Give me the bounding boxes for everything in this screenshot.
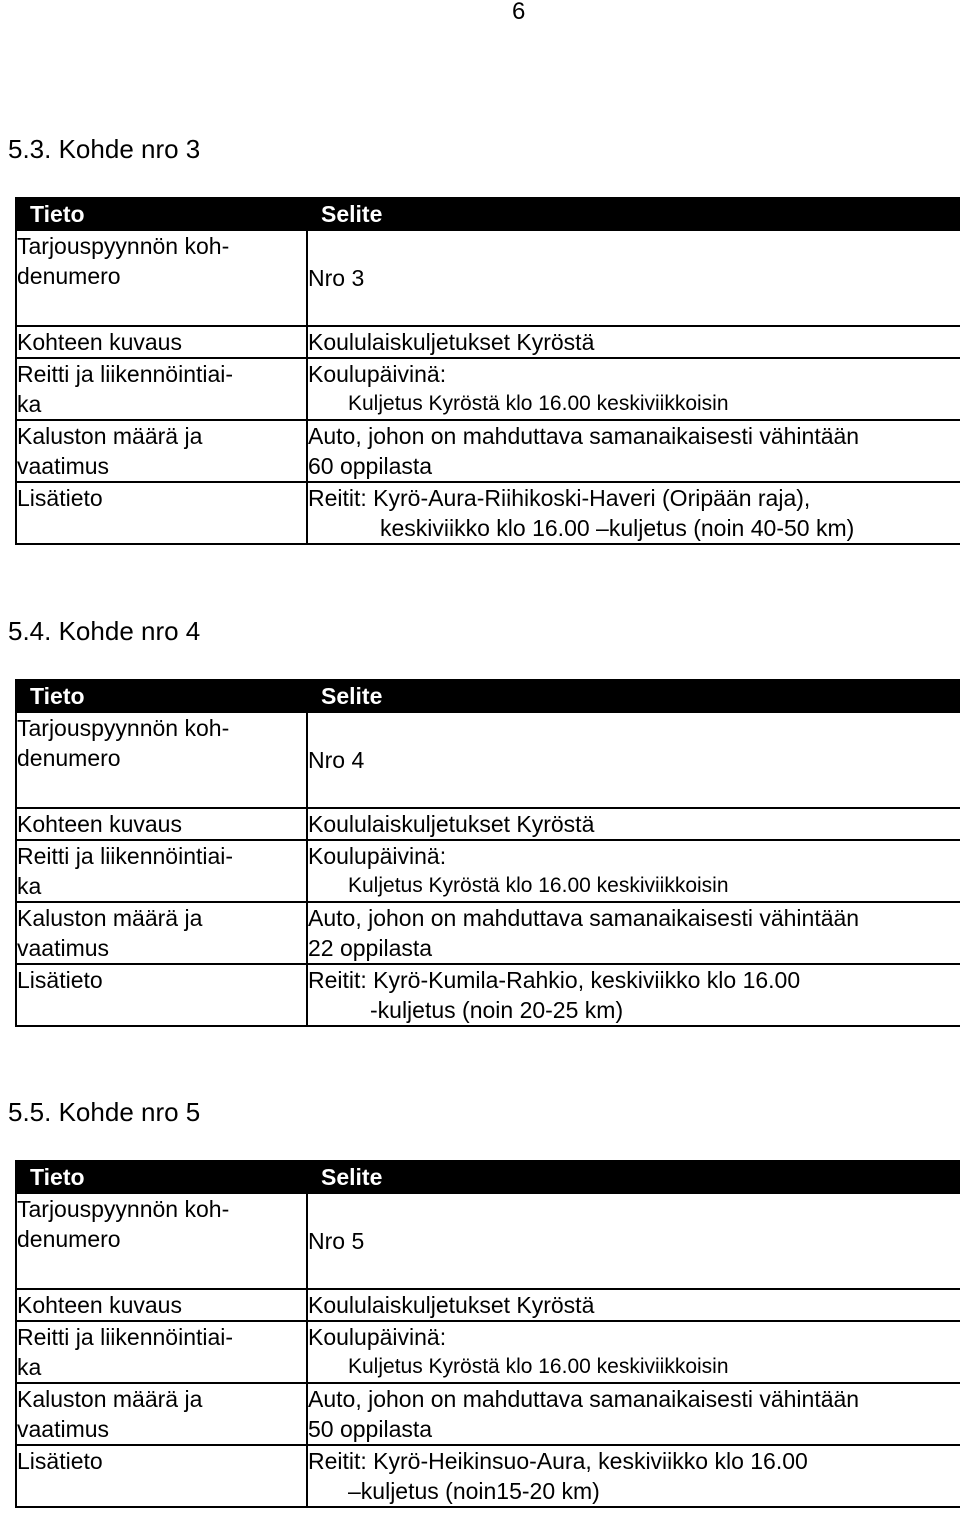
label-kalusto: Kaluston määrä ja vaatimus bbox=[16, 1383, 307, 1445]
info-table-kohde-5 bbox=[15, 1160, 960, 1508]
info-table-kohde-4 bbox=[15, 679, 960, 1027]
page-number: 6 bbox=[512, 0, 526, 25]
table-header bbox=[16, 198, 960, 230]
table-row bbox=[16, 420, 960, 482]
label-lisatieto: Lisätieto bbox=[16, 1445, 307, 1507]
label-reitti: Reitti ja liikennöintiai- ka bbox=[16, 1321, 307, 1383]
value-kalusto: Auto, johon on mahduttava samanaikaisesti vähintään 22 oppilasta bbox=[307, 902, 960, 964]
value-lisatieto: Reitit: Kyrö-Aura-Riihikoski-Haveri (Oripään raja), keskiviikko klo 16.00 –kuljetus (noin 40-50 km) bbox=[307, 482, 960, 544]
label-kohteen-kuvaus: Kohteen kuvaus bbox=[16, 1289, 307, 1321]
value-kohdenumero: Nro 3 bbox=[307, 230, 960, 326]
value-kohteen-kuvaus: Koululaiskuljetukset Kyröstä bbox=[307, 326, 960, 358]
value-kalusto: Auto, johon on mahduttava samanaikaisesti vähintään 60 oppilasta bbox=[307, 420, 960, 482]
value-kalusto: Auto, johon on mahduttava samanaikaisesti vähintään 50 oppilasta bbox=[307, 1383, 960, 1445]
label-kohteen-kuvaus: Kohteen kuvaus bbox=[16, 326, 307, 358]
value-lisatieto: Reitit: Kyrö-Kumila-Rahkio, keskiviikko klo 16.00 -kuljetus (noin 20-25 km) bbox=[307, 964, 960, 1026]
section-heading-kohde-4: 5.4. Kohde nro 4 bbox=[8, 616, 201, 646]
label-lisatieto: Lisätieto bbox=[16, 964, 307, 1026]
header-tieto: Tieto bbox=[16, 680, 307, 712]
label-lisatieto: Lisätieto bbox=[16, 482, 307, 544]
table-row bbox=[16, 902, 960, 964]
label-reitti: Reitti ja liikennöintiai- ka bbox=[16, 840, 307, 902]
table-row bbox=[16, 1289, 960, 1321]
table-row bbox=[16, 1383, 960, 1445]
value-lisatieto: Reitit: Kyrö-Heikinsuo-Aura, keskiviikko klo 16.00 –kuljetus (noin15-20 km) bbox=[307, 1445, 960, 1507]
label-tarjouspyynnon-kohdenumero: Tarjouspyynnön koh- denumero bbox=[16, 1193, 307, 1289]
label-kohteen-kuvaus: Kohteen kuvaus bbox=[16, 808, 307, 840]
table-row bbox=[16, 230, 960, 326]
label-kalusto: Kaluston määrä ja vaatimus bbox=[16, 902, 307, 964]
value-reitti: Koulupäivinä: Kuljetus Kyröstä klo 16.00 keskiviikkoisin bbox=[307, 358, 960, 420]
table-row bbox=[16, 840, 960, 902]
table-row bbox=[16, 808, 960, 840]
info-table-kohde-3 bbox=[15, 197, 960, 545]
header-selite: Selite bbox=[307, 680, 960, 712]
table-header bbox=[16, 680, 960, 712]
label-tarjouspyynnon-kohdenumero: Tarjouspyynnön koh- denumero bbox=[16, 712, 307, 808]
table-row bbox=[16, 482, 960, 544]
table-row bbox=[16, 1321, 960, 1383]
value-reitti: Koulupäivinä: Kuljetus Kyröstä klo 16.00 keskiviikkoisin bbox=[307, 1321, 960, 1383]
header-tieto: Tieto bbox=[16, 198, 307, 230]
section-heading-kohde-3: 5.3. Kohde nro 3 bbox=[8, 134, 201, 164]
table-row bbox=[16, 1445, 960, 1507]
value-kohteen-kuvaus: Koululaiskuljetukset Kyröstä bbox=[307, 1289, 960, 1321]
label-kalusto: Kaluston määrä ja vaatimus bbox=[16, 420, 307, 482]
header-selite: Selite bbox=[307, 198, 960, 230]
table-row bbox=[16, 326, 960, 358]
table-row bbox=[16, 358, 960, 420]
section-heading-kohde-5: 5.5. Kohde nro 5 bbox=[8, 1097, 201, 1127]
header-tieto: Tieto bbox=[16, 1161, 307, 1193]
table-header bbox=[16, 1161, 960, 1193]
header-selite: Selite bbox=[307, 1161, 960, 1193]
table-row bbox=[16, 1193, 960, 1289]
label-reitti: Reitti ja liikennöintiai- ka bbox=[16, 358, 307, 420]
value-kohdenumero: Nro 5 bbox=[307, 1193, 960, 1289]
label-tarjouspyynnon-kohdenumero: Tarjouspyynnön koh- denumero bbox=[16, 230, 307, 326]
table-row bbox=[16, 712, 960, 808]
value-reitti: Koulupäivinä: Kuljetus Kyröstä klo 16.00 keskiviikkoisin bbox=[307, 840, 960, 902]
value-kohdenumero: Nro 4 bbox=[307, 712, 960, 808]
value-kohteen-kuvaus: Koululaiskuljetukset Kyröstä bbox=[307, 808, 960, 840]
table-row bbox=[16, 964, 960, 1026]
